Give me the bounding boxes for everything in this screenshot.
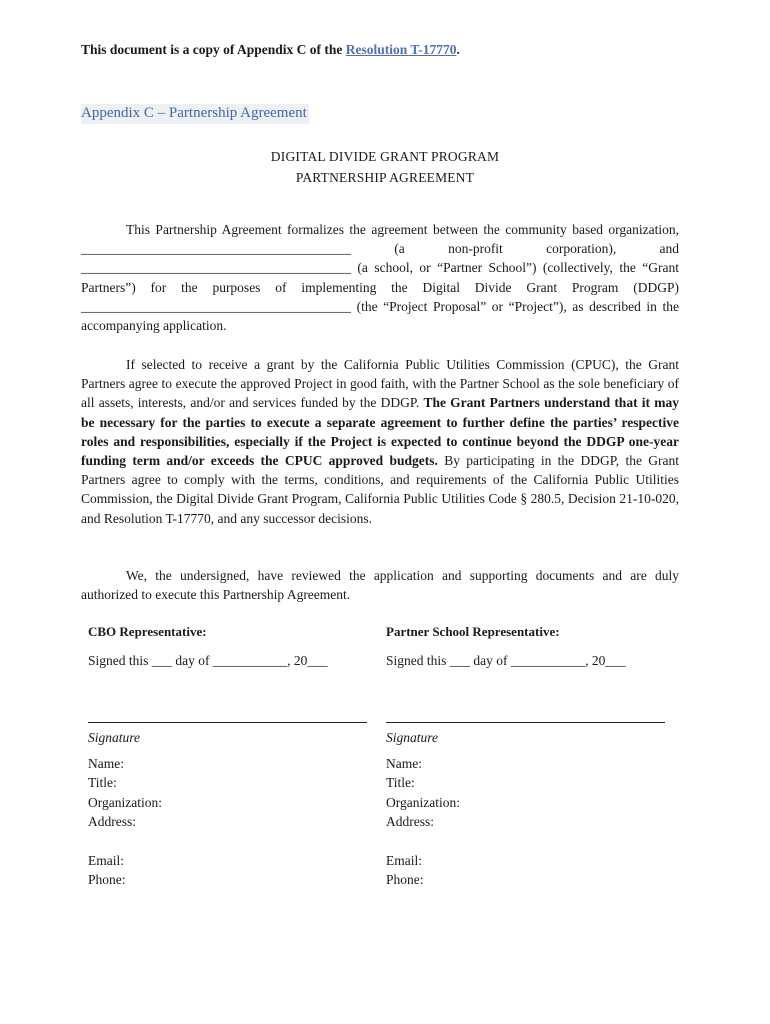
cbo-signature-line[interactable] [88, 722, 367, 723]
cbo-signed-date: Signed this ___ day of ___________, 20___ [88, 653, 328, 668]
school-signed-date: Signed this ___ day of ___________, 20___ [386, 653, 626, 668]
school-signature-label: Signature [386, 730, 438, 745]
cbo-name-label: Name: [88, 756, 124, 771]
header-note-prefix: This document is a copy of Appendix C of the [81, 42, 346, 57]
resolution-link[interactable]: Resolution T-17770 [345, 42, 457, 57]
program-title: DIGITAL DIVIDE GRANT PROGRAM [270, 149, 500, 164]
agreement-title: PARTNERSHIP AGREEMENT [295, 170, 475, 185]
paragraph-terms-text-a: If selected to receive a grant by the California Public Utilities Commission (CPUC), the Grant Partners agree to execute the approved Project in good faith, with the Partner School as the sole beneficiary of all assets, interests, and/or and services funded by the DDGP. [81, 357, 679, 411]
cbo-signature-label: Signature [88, 730, 140, 745]
cbo-title-label: Title: [88, 775, 117, 790]
paragraph-authorization [81, 566, 679, 604]
school-organization-label: Organization: [386, 795, 460, 810]
paragraph-intro [81, 220, 679, 335]
cbo-email-label: Email: [88, 853, 124, 868]
cbo-organization-label: Organization: [88, 795, 162, 810]
cbo-heading: CBO Representative: [88, 624, 207, 639]
paragraph-terms [81, 355, 679, 528]
cbo-phone-label: Phone: [88, 872, 126, 887]
paragraph-terms-text-b: By participating in the DDGP, the Grant Partners agree to comply with the terms, conditions, and requirements of the California Public Utilities Commission, the Digital Divide Grant Program, California Public Utilities Code § 280.5, Decision 21-10-020, and Resolution T-17770, and any successor decisions. [81, 453, 679, 526]
paragraph-intro-text: This Partnership Agreement formalizes the agreement between the community based organization, ________________________________________ (a non-profit corporation), and ________________________________________ (a school, or “Partner School”) (collectively, the “Grant Partners”) for the purposes of implementing the Digital Divide Grant Program (DDGP) ________________________________________ (the “Project Proposal” or “Project”), as described in the accompanying application. [81, 222, 679, 334]
cbo-address-label: Address: [88, 814, 136, 829]
appendix-heading: Appendix C – Partnership Agreement [81, 104, 309, 124]
school-signature-line[interactable] [386, 722, 665, 723]
school-email-label: Email: [386, 853, 422, 868]
paragraph-authorization-text: We, the undersigned, have reviewed the application and supporting documents and are duly authorized to execute this Partnership Agreement. [81, 568, 679, 603]
paragraph-terms-bold: The Grant Partners understand that it may be necessary for the parties to execute a separate agreement to further define the parties’ respective roles and responsibilities, especially if the Project is expected to continue beyond the DDGP one-year funding term and/or exceeds the CPUC approved budgets. [81, 395, 679, 469]
school-heading: Partner School Representative: [386, 624, 560, 639]
school-phone-label: Phone: [386, 872, 424, 887]
school-name-label: Name: [386, 756, 422, 771]
header-note-suffix: . [456, 42, 460, 57]
school-title-label: Title: [386, 775, 415, 790]
school-address-label: Address: [386, 814, 434, 829]
header-note [81, 42, 460, 58]
